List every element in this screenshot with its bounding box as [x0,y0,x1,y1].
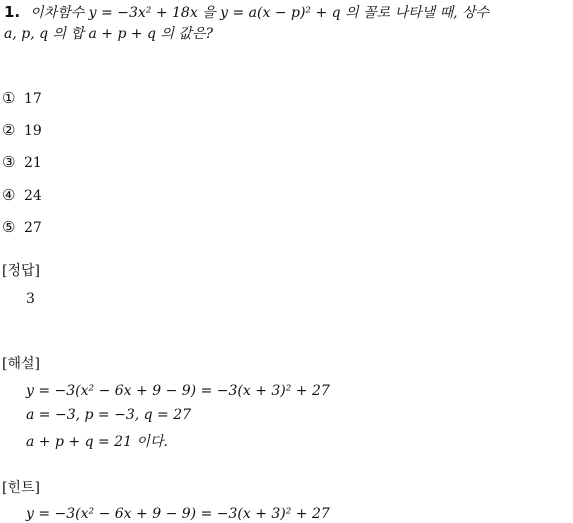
choice-1-value: 17 [24,91,42,107]
hint-label: [힌트] [2,480,40,496]
choice-2[interactable] [2,121,42,140]
choice-4-value: 24 [24,188,42,204]
question-text-1: 이차함수 y = −3x² + 18x 을 y = a(x − p)² + q 의 꼴로 나타낼 때, 상수 [30,5,490,21]
choice-5[interactable] [2,218,42,237]
choice-1-marker: ① [2,89,16,107]
choice-3[interactable] [2,153,42,172]
choice-4[interactable] [2,186,42,205]
explanation-line-1: y = −3(x² − 6x + 9 − 9) = −3(x + 3)² + 27 [26,383,330,399]
question-text-2: a, p, q 의 합 a + p + q 의 값은? [4,26,213,42]
question-number: 1. [4,3,21,21]
question-stem-line-1 [4,3,570,22]
choice-2-value: 19 [24,123,42,139]
hint-line-1: y = −3(x² − 6x + 9 − 9) = −3(x + 3)² + 27 [26,506,330,522]
choice-5-marker: ⑤ [2,218,16,236]
explanation-line-3: a + p + q = 21 이다. [26,434,168,450]
choice-3-marker: ③ [2,153,16,171]
question-stem-line-2 [4,25,213,43]
answer-value: 3 [26,291,35,307]
answer-label: [정답] [2,263,40,279]
explanation-line-2: a = −3, p = −3, q = 27 [26,407,192,423]
choice-5-value: 27 [24,220,42,236]
choice-4-marker: ④ [2,186,16,204]
choice-2-marker: ② [2,121,16,139]
choice-1[interactable] [2,89,42,108]
choice-3-value: 21 [24,155,42,171]
explanation-label: [해설] [2,356,40,372]
